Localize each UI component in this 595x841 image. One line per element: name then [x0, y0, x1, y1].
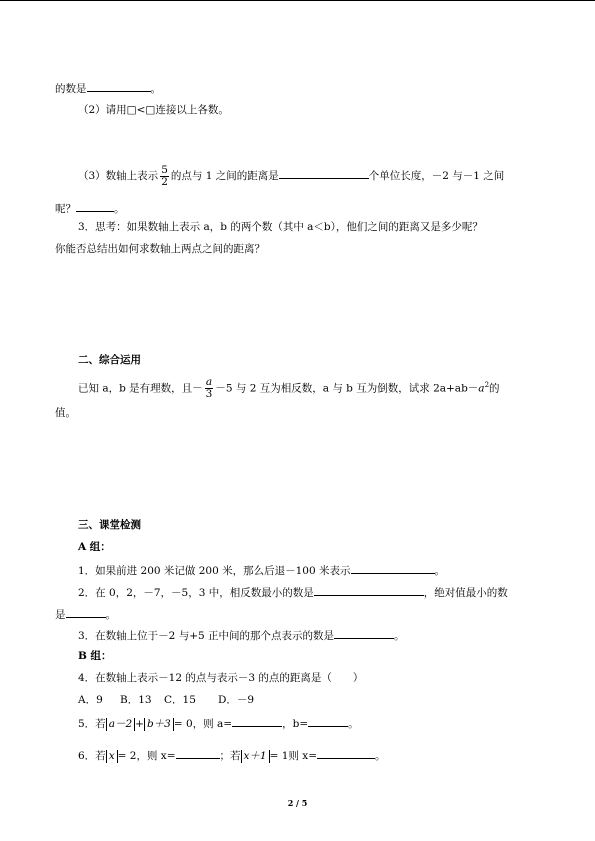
option-d[interactable]: D．－9	[218, 694, 255, 706]
section-3-heading: 三、课堂检测	[78, 519, 141, 531]
section-2-heading: 二、综合运用	[78, 354, 141, 366]
check-question-6: 6．若 x = 2，则 x= ；若 x＋1 = 1则 x= 。	[78, 747, 386, 763]
question-3: （3）数轴上表示 $\frac{5}{2}$ 的点与 1 之间的距离是 个单位长度，－2 与－1 之间	[78, 163, 505, 188]
line-number-is: 的数是 。	[55, 80, 161, 96]
answer-blank[interactable]	[66, 606, 106, 618]
answer-blank[interactable]	[76, 200, 114, 212]
answer-blank[interactable]	[279, 167, 369, 179]
check-question-5: 5．若 a－2 + b＋3 = 0，则 a= ，b= 。	[78, 715, 359, 731]
option-b[interactable]: B．13	[120, 694, 152, 706]
answer-blank[interactable]	[176, 747, 220, 759]
item-3-think: 3．思考：如果数轴上表示 a，b 的两个数（其中 a＜b），他们之间的距离又是多少呢？	[78, 221, 483, 233]
question-2: （2）请用□<□连接以上各数。	[78, 104, 229, 116]
check-question-1: 1．如果前进 200 米记做 200 米，那么后退－100 米表示 。	[78, 562, 445, 578]
absolute-value-x: x	[106, 750, 118, 763]
check-question-2-line2: 是 。	[55, 606, 116, 622]
check-question-3: 3．在数轴上位于－2 与+5 正中间的那个点表示的数是 。	[78, 627, 405, 643]
answer-blank[interactable]	[232, 715, 282, 727]
absolute-value-b-plus-3: b＋3	[144, 718, 174, 731]
check-question-4: 4．在数轴上表示－12 的点与表示－3 的点的距离是（ ）	[78, 672, 364, 684]
answer-blank[interactable]	[308, 715, 348, 727]
group-b-label: B 组：	[78, 650, 112, 662]
answer-blank[interactable]	[334, 627, 394, 639]
question-3-line2: 呢？ 。	[55, 200, 125, 216]
page-number: 2 / 5	[287, 798, 308, 808]
answer-blank[interactable]	[87, 80, 151, 92]
absolute-value-a-minus-2: a－2	[106, 718, 135, 731]
question-4-options	[78, 693, 268, 707]
answer-blank[interactable]	[351, 562, 435, 574]
check-question-2: 2．在 0，2，－7，－5，3 中，相反数最小的数是 ，绝对值最小的数	[78, 584, 508, 600]
section-2-problem-line2: 值。	[55, 407, 76, 419]
option-a[interactable]: A．9	[78, 694, 103, 706]
fraction-five-halves: $\frac{5}{2}$	[161, 163, 168, 188]
header-rule	[0, 0, 595, 1]
absolute-value-x-plus-1: x＋1	[241, 750, 270, 763]
fraction-a-over-3: $\frac{a}{3}$	[205, 376, 213, 400]
answer-blank[interactable]	[317, 747, 375, 759]
group-a-label: A 组：	[78, 541, 111, 553]
option-c[interactable]: C．15	[164, 694, 196, 706]
item-3-think-line2: 你能否总结出如何求数轴上两点之间的距离？	[55, 243, 265, 255]
section-2-problem: 已知 a，b 是有理数，且－ $\frac{a}{3}$ －5 与 2 互为相反数，a 与 b 互为倒数，试求 $2a+ab-a^2$的	[78, 376, 500, 400]
answer-blank[interactable]	[314, 584, 424, 596]
